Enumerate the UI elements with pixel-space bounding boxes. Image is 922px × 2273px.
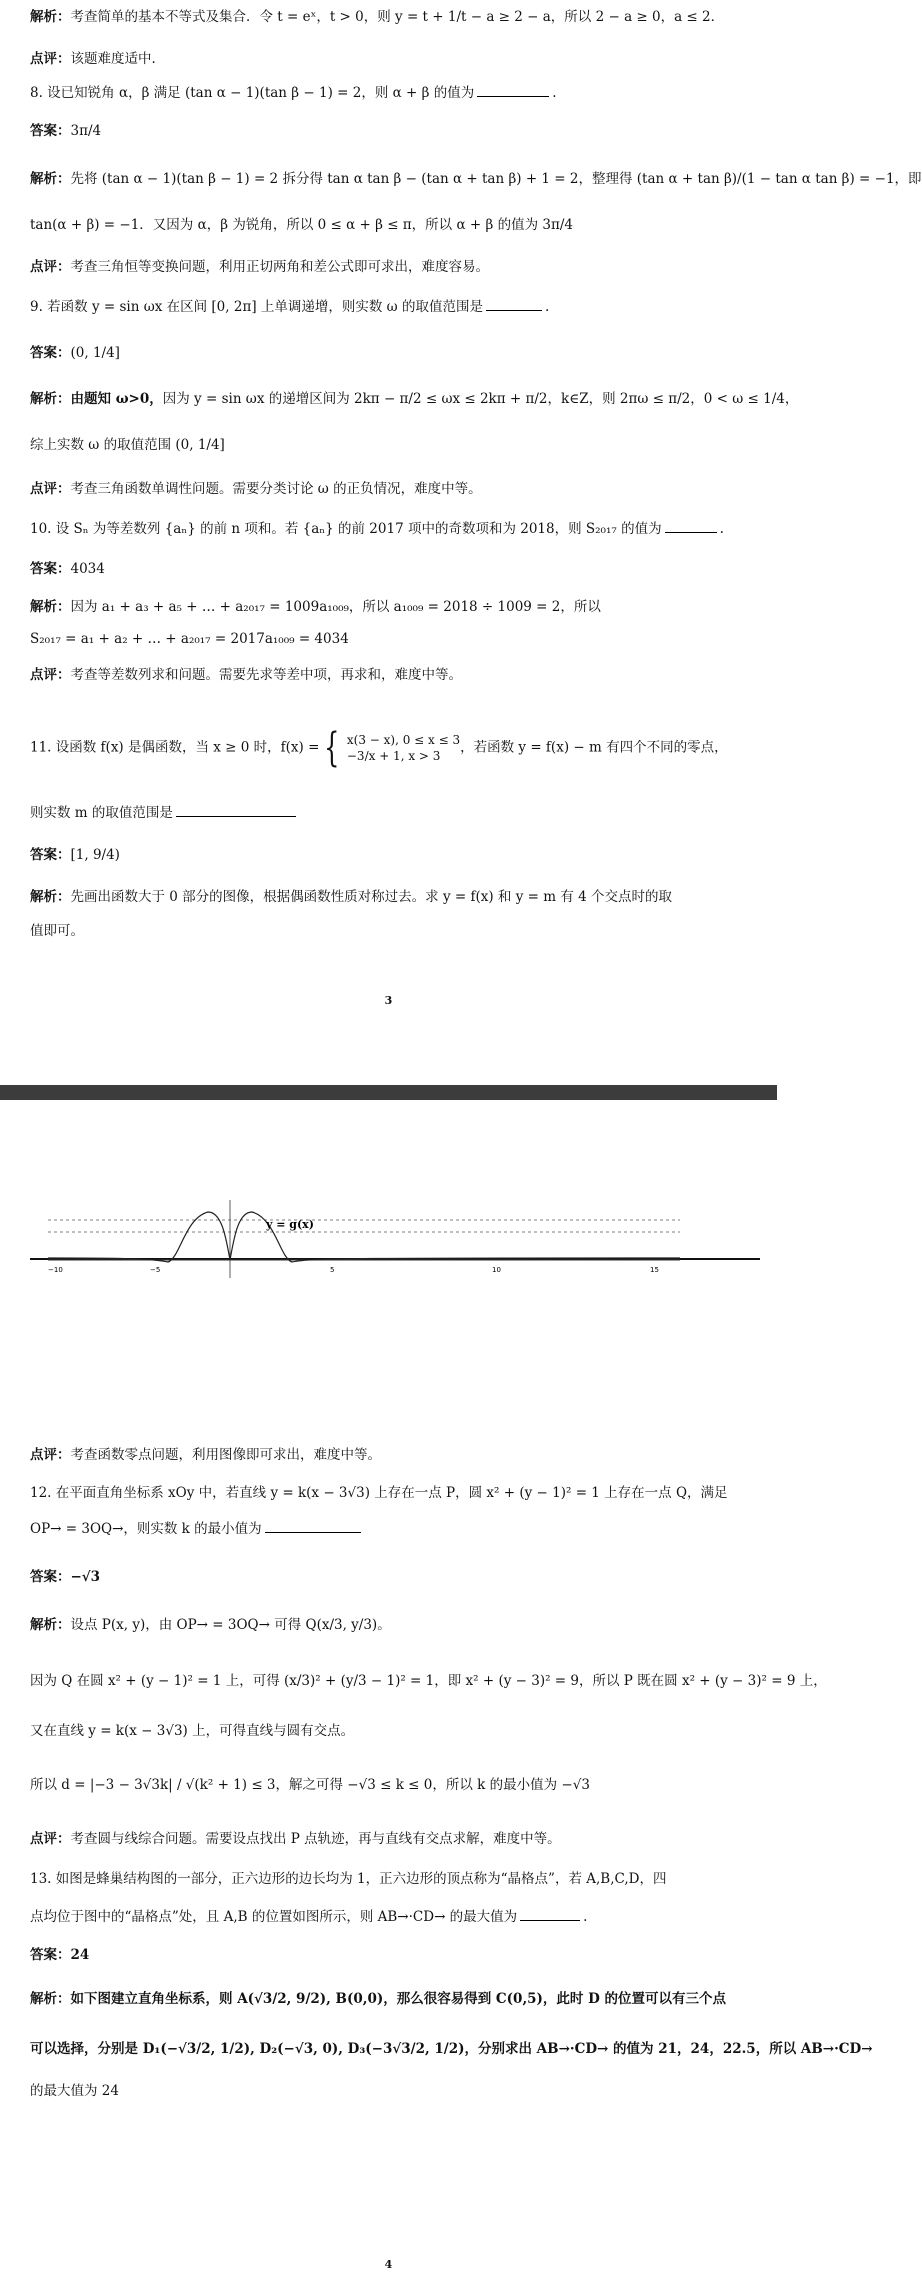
q8-answer: 答案：3π/4 — [30, 123, 102, 139]
q8-question: 8. 设已知锐角 α，β 满足 (tan α − 1)(tan β − 1) = 2，则 α + β 的值为 . — [30, 85, 557, 101]
tick-label: 5 — [330, 1266, 335, 1274]
answer-blank — [176, 804, 296, 817]
answer-blank — [665, 520, 717, 533]
curve-g — [48, 1212, 680, 1262]
q12-question-1: 12. 在平面直角坐标系 xOy 中，若直线 y = k(x − 3√3) 上存在一点 P，圆 x² + (y − 1)² = 1 上存在一点 Q，满足 — [30, 1485, 728, 1501]
tick-label: 15 — [650, 1266, 659, 1274]
answer-blank — [520, 1908, 580, 1921]
q13-question-2: 点均位于图中的“晶格点”处，且 A,B 的位置如图所示，则 AB→·CD→ 的最大值为 . — [30, 1909, 588, 1925]
q11-comment: 点评：考查函数零点问题，利用图像即可求出，难度中等。 — [30, 1447, 381, 1463]
q12-analysis-2: 因为 Q 在圆 x² + (y − 1)² = 1 上，可得 (x/3)² + (y/3 − 1)² = 1，即 x² + (y − 3)² = 9，所以 P 既在圆 x² + (y − 3)² = 9 上， — [30, 1673, 827, 1689]
tick-label: 10 — [492, 1266, 501, 1274]
q8-analysis-2: tan(α + β) = −1．又因为 α，β 为锐角，所以 0 ≤ α + β ≤ π，所以 α + β 的值为 3π/4 — [30, 217, 573, 233]
answer-blank — [486, 298, 542, 311]
q10-comment: 点评：考查等差数列求和问题。需要先求等差中项，再求和，难度中等。 — [30, 667, 462, 683]
page-divider — [0, 1085, 777, 1100]
tick-label: −10 — [48, 1266, 63, 1274]
q13-answer: 答案：24 — [30, 1947, 90, 1963]
q11-answer: 答案：[1, 9/4) — [30, 847, 120, 863]
tick-label: −5 — [150, 1266, 161, 1274]
q10-analysis-1: 解析：因为 a₁ + a₃ + a₅ + … + a₂₀₁₇ = 1009a₁₀₀₉，所以 a₁₀₀₉ = 2018 ÷ 1009 = 2，所以 — [30, 599, 601, 615]
q9-analysis-1: 解析：由题知 ω>0，因为 y = sin ωx 的递增区间为 2kπ − π/2 ≤ ωx ≤ 2kπ + π/2，k∈Z，则 2πω ≤ π/2，0 < ω ≤ 1/4， — [30, 391, 799, 407]
q8-comment: 点评：考查三角恒等变换问题，利用正切两角和差公式即可求出，难度容易。 — [30, 259, 489, 275]
q11-question: 11. 设函数 f(x) 是偶函数，当 x ≥ 0 时，f(x) = { x(3 − x), 0 ≤ x ≤ 3 −3/x + 1, x > 3 ，若函数 y = f(x) − m 有四个不同的零点， — [30, 725, 728, 771]
q11-analysis-1: 解析：先画出函数大于 0 部分的图像，根据偶函数性质对称过去。求 y = f(x) 和 y = m 有 4 个交点时的取 — [30, 889, 672, 905]
q9-question: 9. 若函数 y = sin ωx 在区间 [0, 2π] 上单调递增，则实数 ω 的取值范围是 . — [30, 299, 550, 315]
q9-analysis-2: 综上实数 ω 的取值范围 (0, 1/4] — [30, 437, 225, 453]
q13-analysis-3: 的最大值为 24 — [30, 2083, 119, 2099]
piecewise-cases: x(3 − x), 0 ≤ x ≤ 3 −3/x + 1, x > 3 — [346, 732, 461, 763]
q12-analysis-4: 所以 d = |−3 − 3√3k| / √(k² + 1) ≤ 3，解之可得 −√3 ≤ k ≤ 0，所以 k 的最小值为 −√3 — [30, 1777, 590, 1793]
q10-analysis-2: S₂₀₁₇ = a₁ + a₂ + … + a₂₀₁₇ = 2017a₁₀₀₉ = 4034 — [30, 631, 349, 647]
q10-question: 10. 设 Sₙ 为等差数列 {aₙ} 的前 n 项和。若 {aₙ} 的前 2017 项中的奇数项和为 2018，则 S₂₀₁₇ 的值为 . — [30, 521, 724, 537]
q12-question-2: OP→ = 3OQ→，则实数 k 的最小值为 — [30, 1520, 757, 1538]
q7-comment: 点评：该题难度适中. — [30, 51, 156, 67]
q9-answer: 答案：(0, 1/4] — [30, 345, 120, 361]
page-number: 3 — [384, 994, 393, 1007]
graph-label: y = g(x) — [266, 1218, 314, 1231]
q11-analysis-2: 值即可。 — [30, 923, 84, 939]
q7-analysis: 解析：考查简单的基本不等式及集合．令 t = eˣ，t > 0，则 y = t + 1/t − a ≥ 2 − a，所以 2 − a ≥ 0，a ≤ 2． — [30, 9, 725, 25]
answer-blank — [265, 1520, 361, 1533]
piecewise-brace: { — [324, 725, 340, 771]
function-graph — [40, 1198, 690, 1293]
answer-blank — [477, 84, 549, 97]
q10-answer: 答案：4034 — [30, 561, 105, 577]
page-3 — [0, 0, 922, 1085]
q13-question-1: 13. 如图是蜂巢结构图的一部分，正六边形的边长均为 1，正六边形的顶点称为“晶格点”，若 A,B,C,D，四 — [30, 1871, 667, 1887]
q9-comment: 点评：考查三角函数单调性问题。需要分类讨论 ω 的正负情况，难度中等。 — [30, 481, 482, 497]
q13-analysis-2: 可以选择，分别是 D₁(−√3/2, 1/2), D₂(−√3, 0), D₃(−3√3/2, 1/2)，分别求出 AB→·CD→ 的值为 21，24，22.5，所以 AB→·CD→ — [30, 2041, 873, 2057]
q12-analysis-1: 解析：设点 P(x, y)，由 OP→ = 3OQ→ 可得 Q(x/3, y/3)。 — [30, 1617, 391, 1633]
page-number: 4 — [384, 2258, 393, 2271]
q8-analysis-1: 解析：先将 (tan α − 1)(tan β − 1) = 2 拆分得 tan α tan β − (tan α + tan β) + 1 = 2，整理得 (tan α + tan β)/(1 − tan α tan β) = −1，即 — [30, 171, 922, 187]
q12-comment: 点评：考查圆与线综合问题。需要设点找出 P 点轨迹，再与直线有交点求解，难度中等。 — [30, 1831, 561, 1847]
q13-analysis-1: 解析：如下图建立直角坐标系，则 A(√3/2, 9/2), B(0,0)，那么很容易得到 C(0,5)，此时 D 的位置可以有三个点 — [30, 1991, 727, 2007]
q12-analysis-3: 又在直线 y = k(x − 3√3) 上，可得直线与圆有交点。 — [30, 1723, 355, 1739]
q11-question-cont: 则实数 m 的取值范围是 — [30, 804, 757, 822]
q12-answer: 答案：−√3 — [30, 1569, 101, 1585]
